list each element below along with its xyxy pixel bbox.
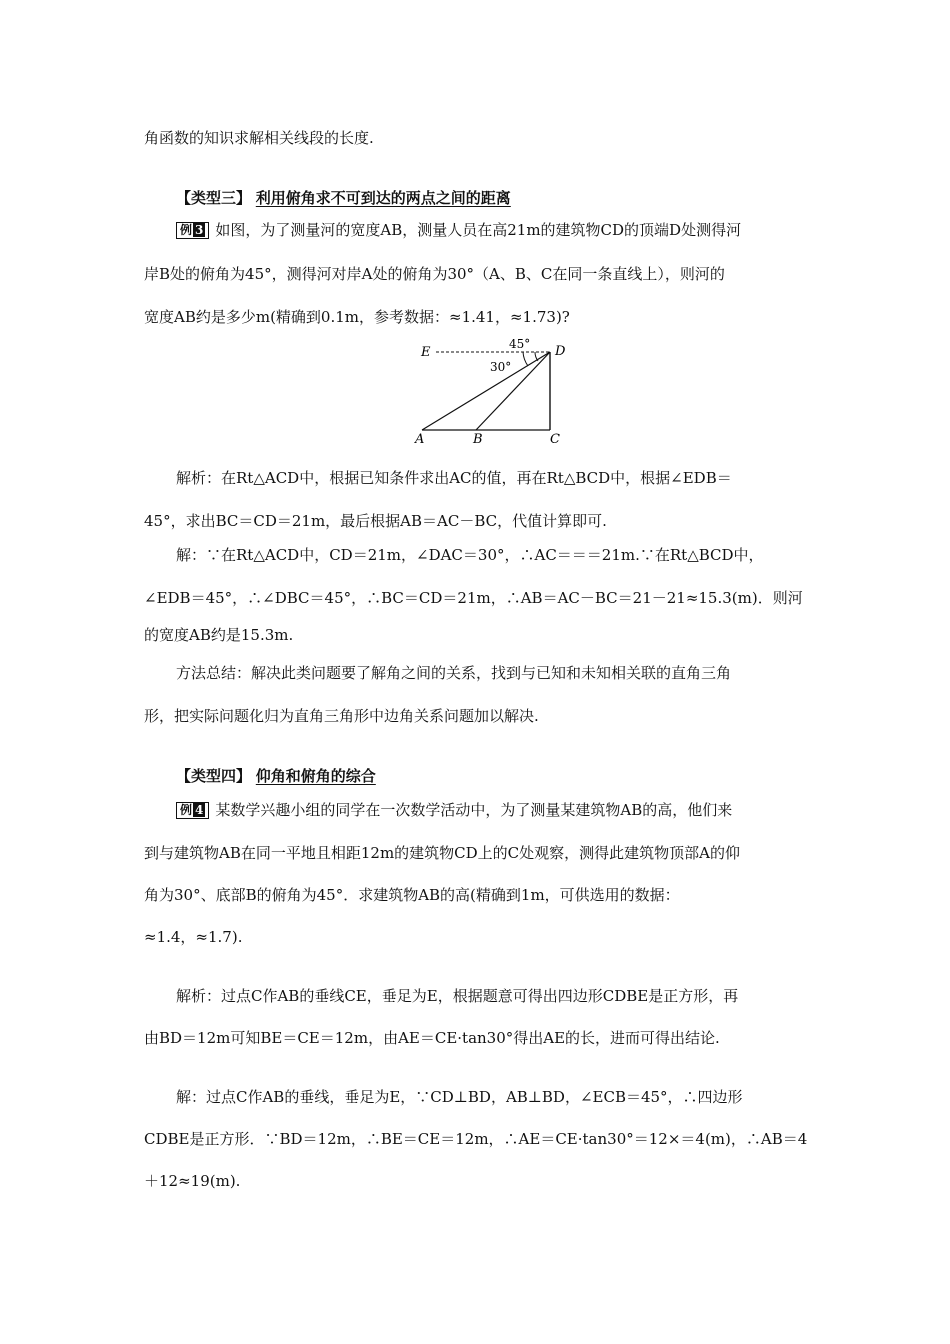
label-C: C — [550, 432, 560, 447]
solution4-line2: CDBE是正方形．∵BD＝12m，∴BE＝CE＝12m，∴AE＝CE·tan30°＝12×＝4(m)，∴AB＝4 — [144, 1130, 808, 1148]
heading-title: 利用俯角求不可到达的两点之间的距离 — [255, 189, 511, 207]
section-heading-type4 — [176, 765, 376, 786]
line-AD — [422, 352, 550, 430]
example4-line1 — [176, 800, 732, 820]
label-B: B — [473, 432, 483, 447]
solution3-line2: ∠EDB＝45°，∴∠DBC＝45°，∴BC＝CD＝21m，∴AB＝AC－BC＝21－21≈15.3(m)．则河 — [144, 589, 803, 607]
example4-line2: 到与建筑物AB在同一平地且相距12m的建筑物CD上的C处观察，测得此建筑物顶部A的仰 — [144, 844, 740, 862]
example3-line3: 宽度AB约是多少m(精确到0.1m，参考数据：≈1.41，≈1.73)? — [144, 308, 570, 326]
example-badge: 例 3 — [176, 222, 209, 239]
heading-tag: 【类型三】 — [176, 189, 252, 207]
method3-line2: 形，把实际问题化归为直角三角形中边角关系问题加以解决. — [144, 707, 539, 725]
analysis3-line2: 45°，求出BC＝CD＝21m，最后根据AB＝AC－BC，代值计算即可. — [144, 512, 607, 530]
heading-tag: 【类型四】 — [176, 767, 252, 785]
example3-text: 如图，为了测量河的宽度AB，测量人员在高21m的建筑物CD的顶端D处测得河 — [215, 221, 742, 239]
analysis3-line1: 解析：在Rt△ACD中，根据已知条件求出AC的值，再在Rt△BCD中，根据∠EDB＝ — [176, 469, 732, 487]
paragraph-continuation: 角函数的知识求解相关线段的长度. — [144, 129, 374, 147]
label-A: A — [415, 432, 425, 447]
example4-line3: 角为30°、底部B的俯角为45°．求建筑物AB的高(精确到1m，可供选用的数据： — [144, 886, 680, 904]
example3-line2: 岸B处的俯角为45°，测得河对岸A处的俯角为30°（A、B、C在同一条直线上），则河的 — [144, 265, 725, 283]
angle-label-30: 30° — [490, 360, 512, 374]
solution3-line1: 解：∵在Rt△ACD中，CD＝21m，∠DAC＝30°，∴AC＝＝＝21m.∵在Rt△BCD中， — [176, 546, 764, 564]
geometry-figure — [410, 335, 580, 447]
example3-line1 — [176, 220, 741, 240]
angle-arc-30 — [523, 352, 528, 366]
analysis4-line2: 由BD＝12m可知BE＝CE＝12m，由AE＝CE·tan30°得出AE的长，进而可得出结论. — [144, 1029, 720, 1047]
label-D: D — [555, 344, 566, 359]
analysis4-line1: 解析：过点C作AB的垂线CE，垂足为E，根据题意可得出四边形CDBE是正方形，再 — [176, 987, 739, 1005]
label-E: E — [421, 345, 431, 360]
angle-label-45: 45° — [509, 337, 531, 351]
example-badge: 例 4 — [176, 802, 209, 819]
example4-text: 某数学兴趣小组的同学在一次数学活动中，为了测量某建筑物AB的高，他们来 — [215, 801, 733, 819]
solution3-line3: 的宽度AB约是15.3m. — [144, 626, 294, 644]
solution4-line3: ＋12≈19(m). — [144, 1172, 241, 1190]
method3-line1: 方法总结：解决此类问题要了解角之间的关系，找到与已知和未知相关联的直角三角 — [176, 664, 732, 682]
solution4-line1: 解：过点C作AB的垂线，垂足为E，∵CD⊥BD，AB⊥BD，∠ECB＝45°，∴四边形 — [176, 1088, 743, 1106]
section-heading-type3 — [176, 187, 511, 208]
heading-title: 仰角和俯角的综合 — [255, 767, 376, 785]
example4-line4: ≈1.4，≈1.7). — [144, 928, 243, 946]
